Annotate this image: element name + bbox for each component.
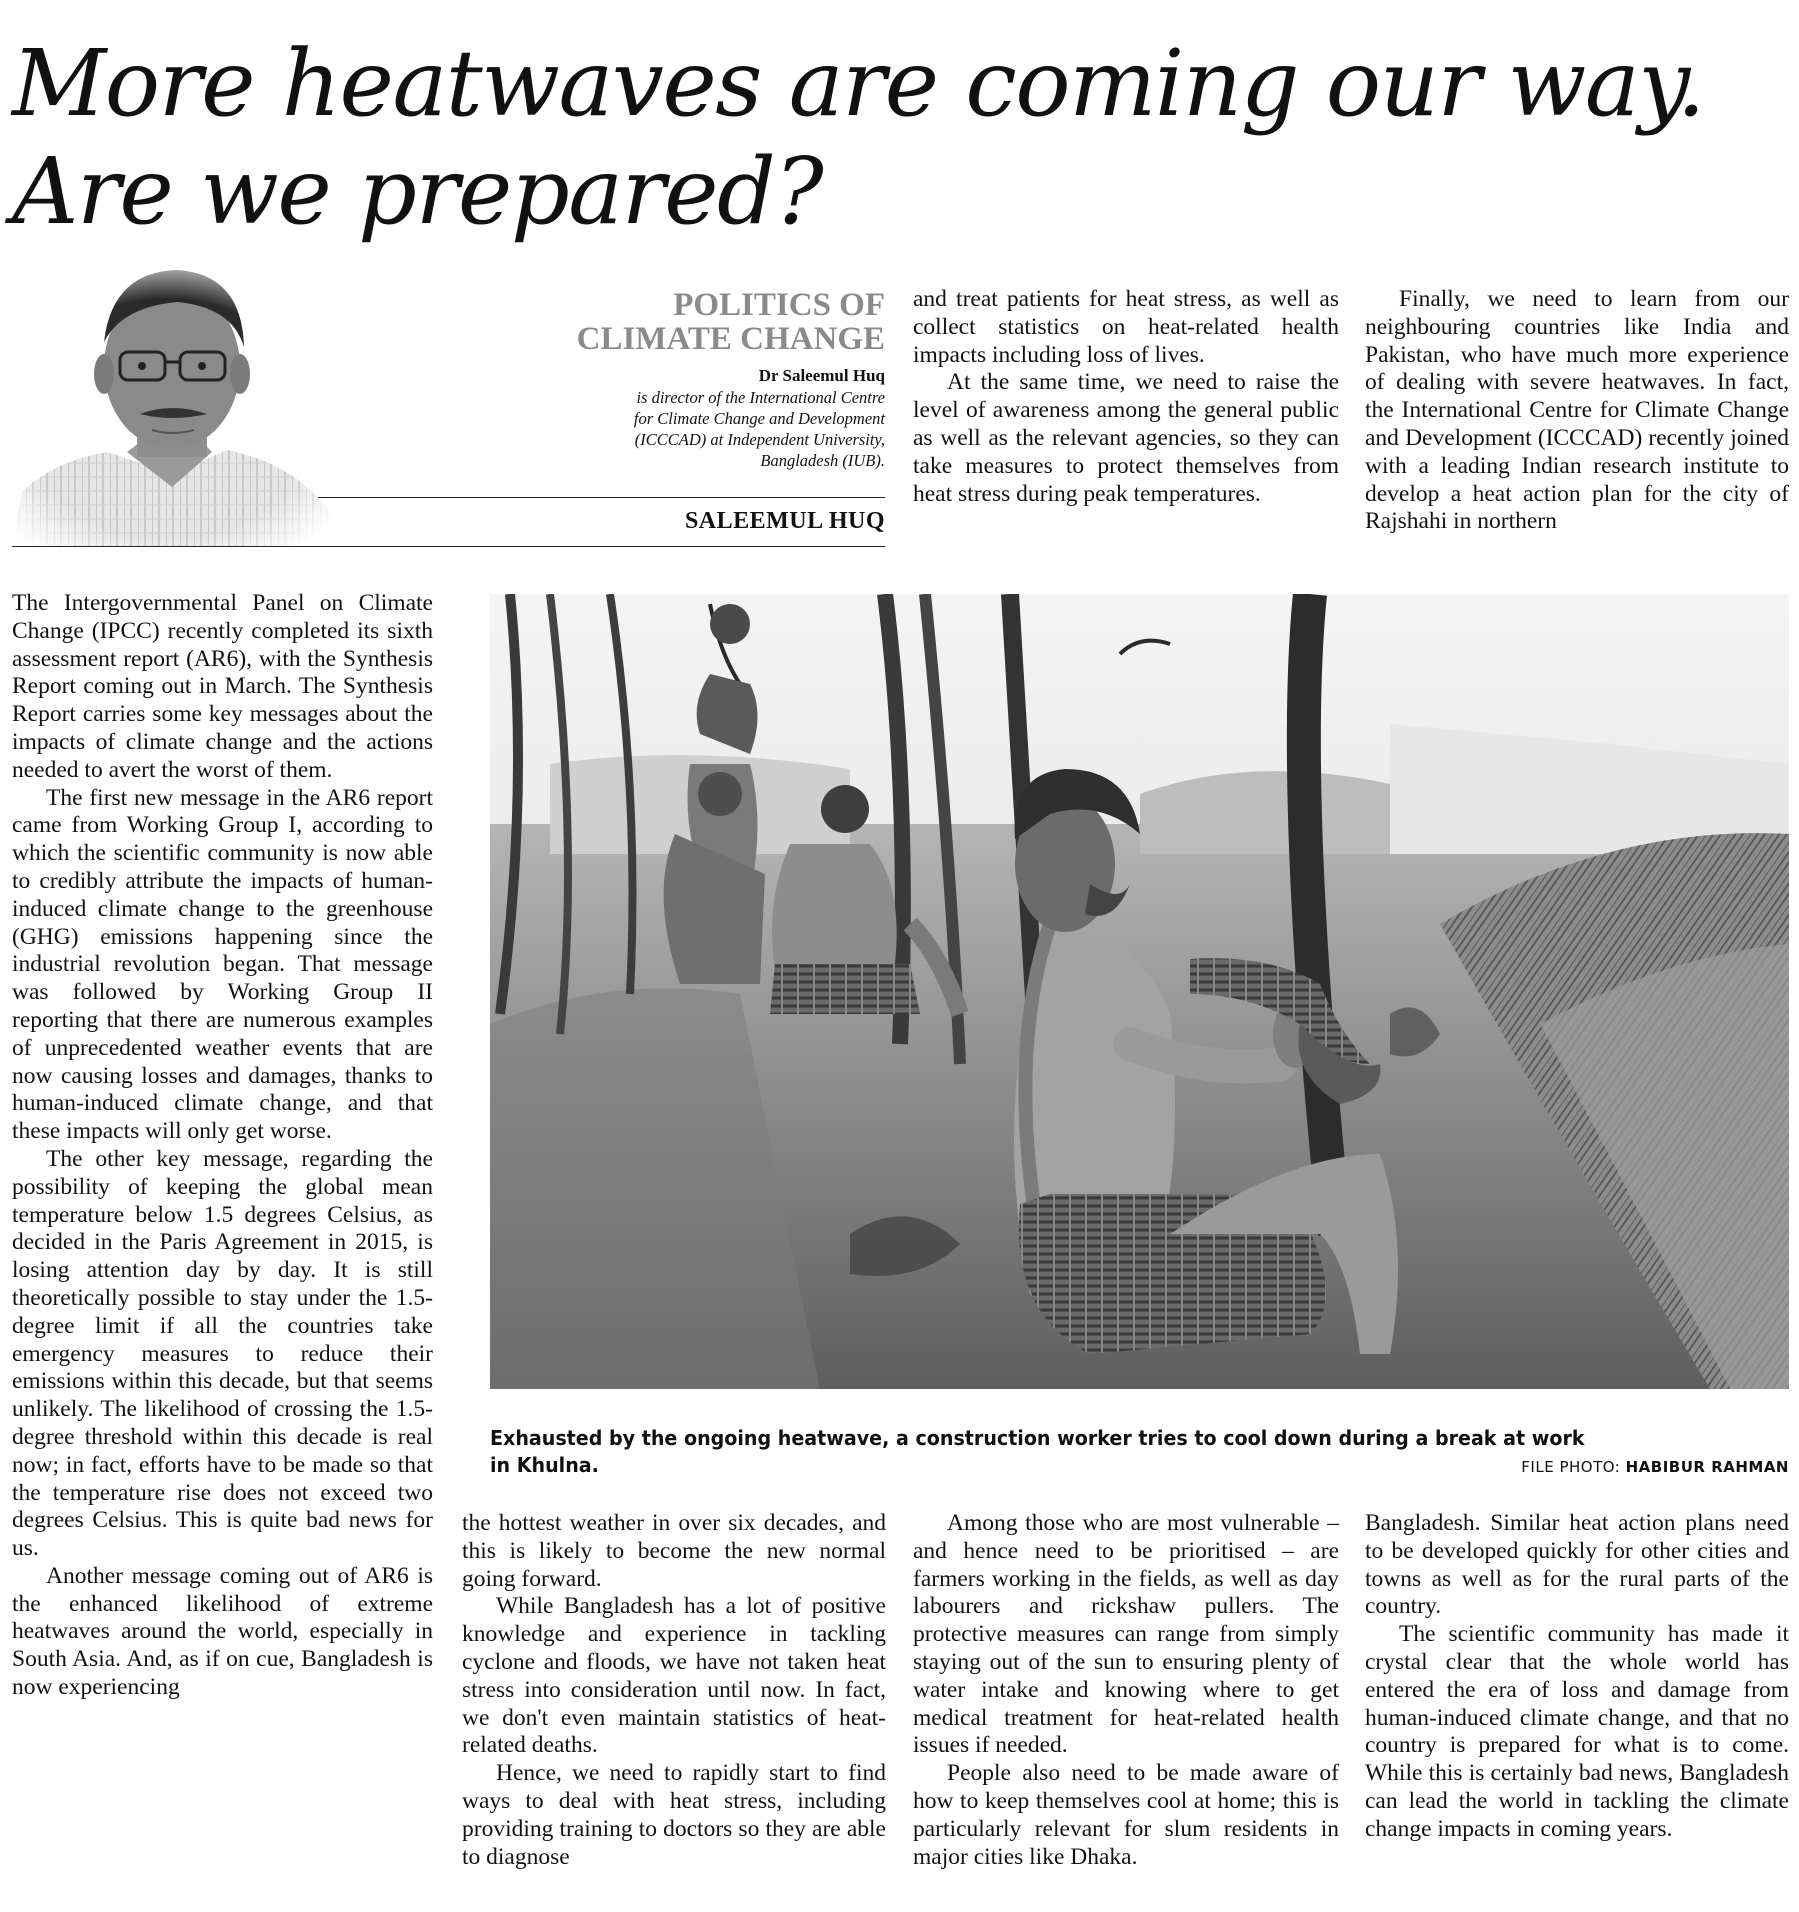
body-paragraph: At the same time, we need to raise the level of awareness among the general public as well as the relevant agencies, so they can take measures to protect themselves from heat stress during peak temperatures. [913, 369, 1339, 507]
bio-line-3: (ICCCAD) at Independent University, [634, 430, 885, 449]
kicker-line-2: CLIMATE CHANGE [576, 321, 885, 357]
column-2 [462, 1510, 886, 1871]
credit-prefix: FILE PHOTO: [1521, 1458, 1621, 1476]
headline-line-2: Are we prepared? [12, 138, 823, 245]
body-paragraph: The first new message in the AR6 report came from Working Group I, according to which the scientific community is now able to credibly attribute the impacts of human-induced climate change to the greenhouse (GHG) emissions happening since the industrial revolution began. That message was followed by Working Group II reporting that there are numerous examples of unprecedented weather events that are now causing losses and damages, thanks to human-induced climate change, and that these impacts will only get worse. [12, 784, 433, 1145]
photo-caption: Exhausted by the ongoing heatwave, a construction worker tries to cool down during a break at work in Khulna. [490, 1426, 1585, 1477]
column-1 [12, 590, 433, 1702]
body-paragraph: While Bangladesh has a lot of positive knowledge and experience in tackling cyclone and floods, we have not taken heat stress into consideration until now. In fact, we don't even maintain statistics of heat-related deaths. [462, 1593, 886, 1759]
column-4-bottom [1365, 1510, 1789, 1844]
kicker-line-1: POLITICS OF [673, 287, 885, 323]
column-kicker [560, 288, 885, 356]
author-portrait [12, 262, 357, 547]
body-paragraph: Another message coming out of AR6 is the enhanced likelihood of extreme heatwaves around the world, especially in South Asia. And, as if on cue, Bangladesh is now experiencing [12, 1562, 433, 1701]
column-3-bottom [913, 1510, 1339, 1871]
column-3-top [913, 286, 1339, 508]
body-paragraph: the hottest weather in over six decades, and this is likely to become the new normal going forward. [462, 1510, 886, 1592]
credit-name: HABIBUR RAHMAN [1625, 1458, 1789, 1476]
byline-rule-bottom [12, 546, 885, 547]
author-title: Dr Saleemul Huq [758, 366, 885, 385]
body-paragraph: Hence, we need to rapidly start to find ways to deal with heat stress, including providing training to doctors so they are able to diagnose [462, 1760, 886, 1870]
body-paragraph: The Intergovernmental Panel on Climate Change (IPCC) recently completed its sixth assessment report (AR6), with the Synthesis Report coming out in March. The Synthesis Report carries some key messages about the impacts of climate change and the actions needed to avert the worst of them. [12, 590, 433, 783]
body-paragraph: and treat patients for heat stress, as well as collect statistics on heat-related health impacts including loss of lives. [913, 286, 1339, 368]
body-paragraph: Among those who are most vulnerable – and hence need to be prioritised – are farmers working in the fields, as well as day labourers and rickshaw pullers. The protective measures can range from simply staying out of the sun to ensuring plenty of water intake and knowing where to get medical treatment for heat-related health issues if needed. [913, 1510, 1339, 1759]
body-paragraph: The other key message, regarding the possibility of keeping the global mean temperature below 1.5 degrees Celsius, as decided in the Paris Agreement in 2015, is losing attention day by day. It is still theoretically possible to stay under the 1.5-degree limit if all the countries take emergency measures to reduce their emissions within this decade, but that seems unlikely. The likelihood of crossing the 1.5-degree threshold within this decade is real now; in fact, efforts have to be made so that the temperature rise does not exceed two degrees Celsius. This is quite bad news for us. [12, 1145, 433, 1562]
bio-line-4: Bangladesh (IUB). [760, 451, 885, 470]
body-paragraph: Bangladesh. Similar heat action plans need to be developed quickly for other cities and towns as well as for the rural parts of the country. [1365, 1510, 1789, 1620]
headline-line-1: More heatwaves are coming our way. [12, 30, 1705, 137]
news-photo [490, 594, 1789, 1389]
photo-credit [1300, 1458, 1789, 1476]
body-paragraph: The scientific community has made it crystal clear that the whole world has entered the era of loss and damage from human-induced climate change, and that no country is prepared for what is to come. While this is certainly bad news, Bangladesh can lead the world in tackling the climate change impacts in coming years. [1365, 1621, 1789, 1842]
byline-rule-top [318, 497, 885, 498]
bio-line-2: for Climate Change and Development [633, 409, 885, 428]
column-4-top [1365, 286, 1789, 536]
author-bio [540, 387, 885, 471]
headline [12, 30, 1792, 246]
body-paragraph: Finally, we need to learn from our neighbouring countries like India and Pakistan, who have much more experience of dealing with severe heatwaves. In fact, the International Centre for Climate Change and Development (ICCCAD) recently joined with a leading Indian research institute to develop a heat action plan for the city of Rajshahi in northern [1365, 286, 1789, 535]
byline: SALEEMUL HUQ [684, 508, 885, 534]
body-paragraph: People also need to be made aware of how to keep themselves cool at home; this is particularly relevant for slum residents in major cities like Dhaka. [913, 1760, 1339, 1870]
bio-line-1: is director of the International Centre [636, 388, 885, 407]
